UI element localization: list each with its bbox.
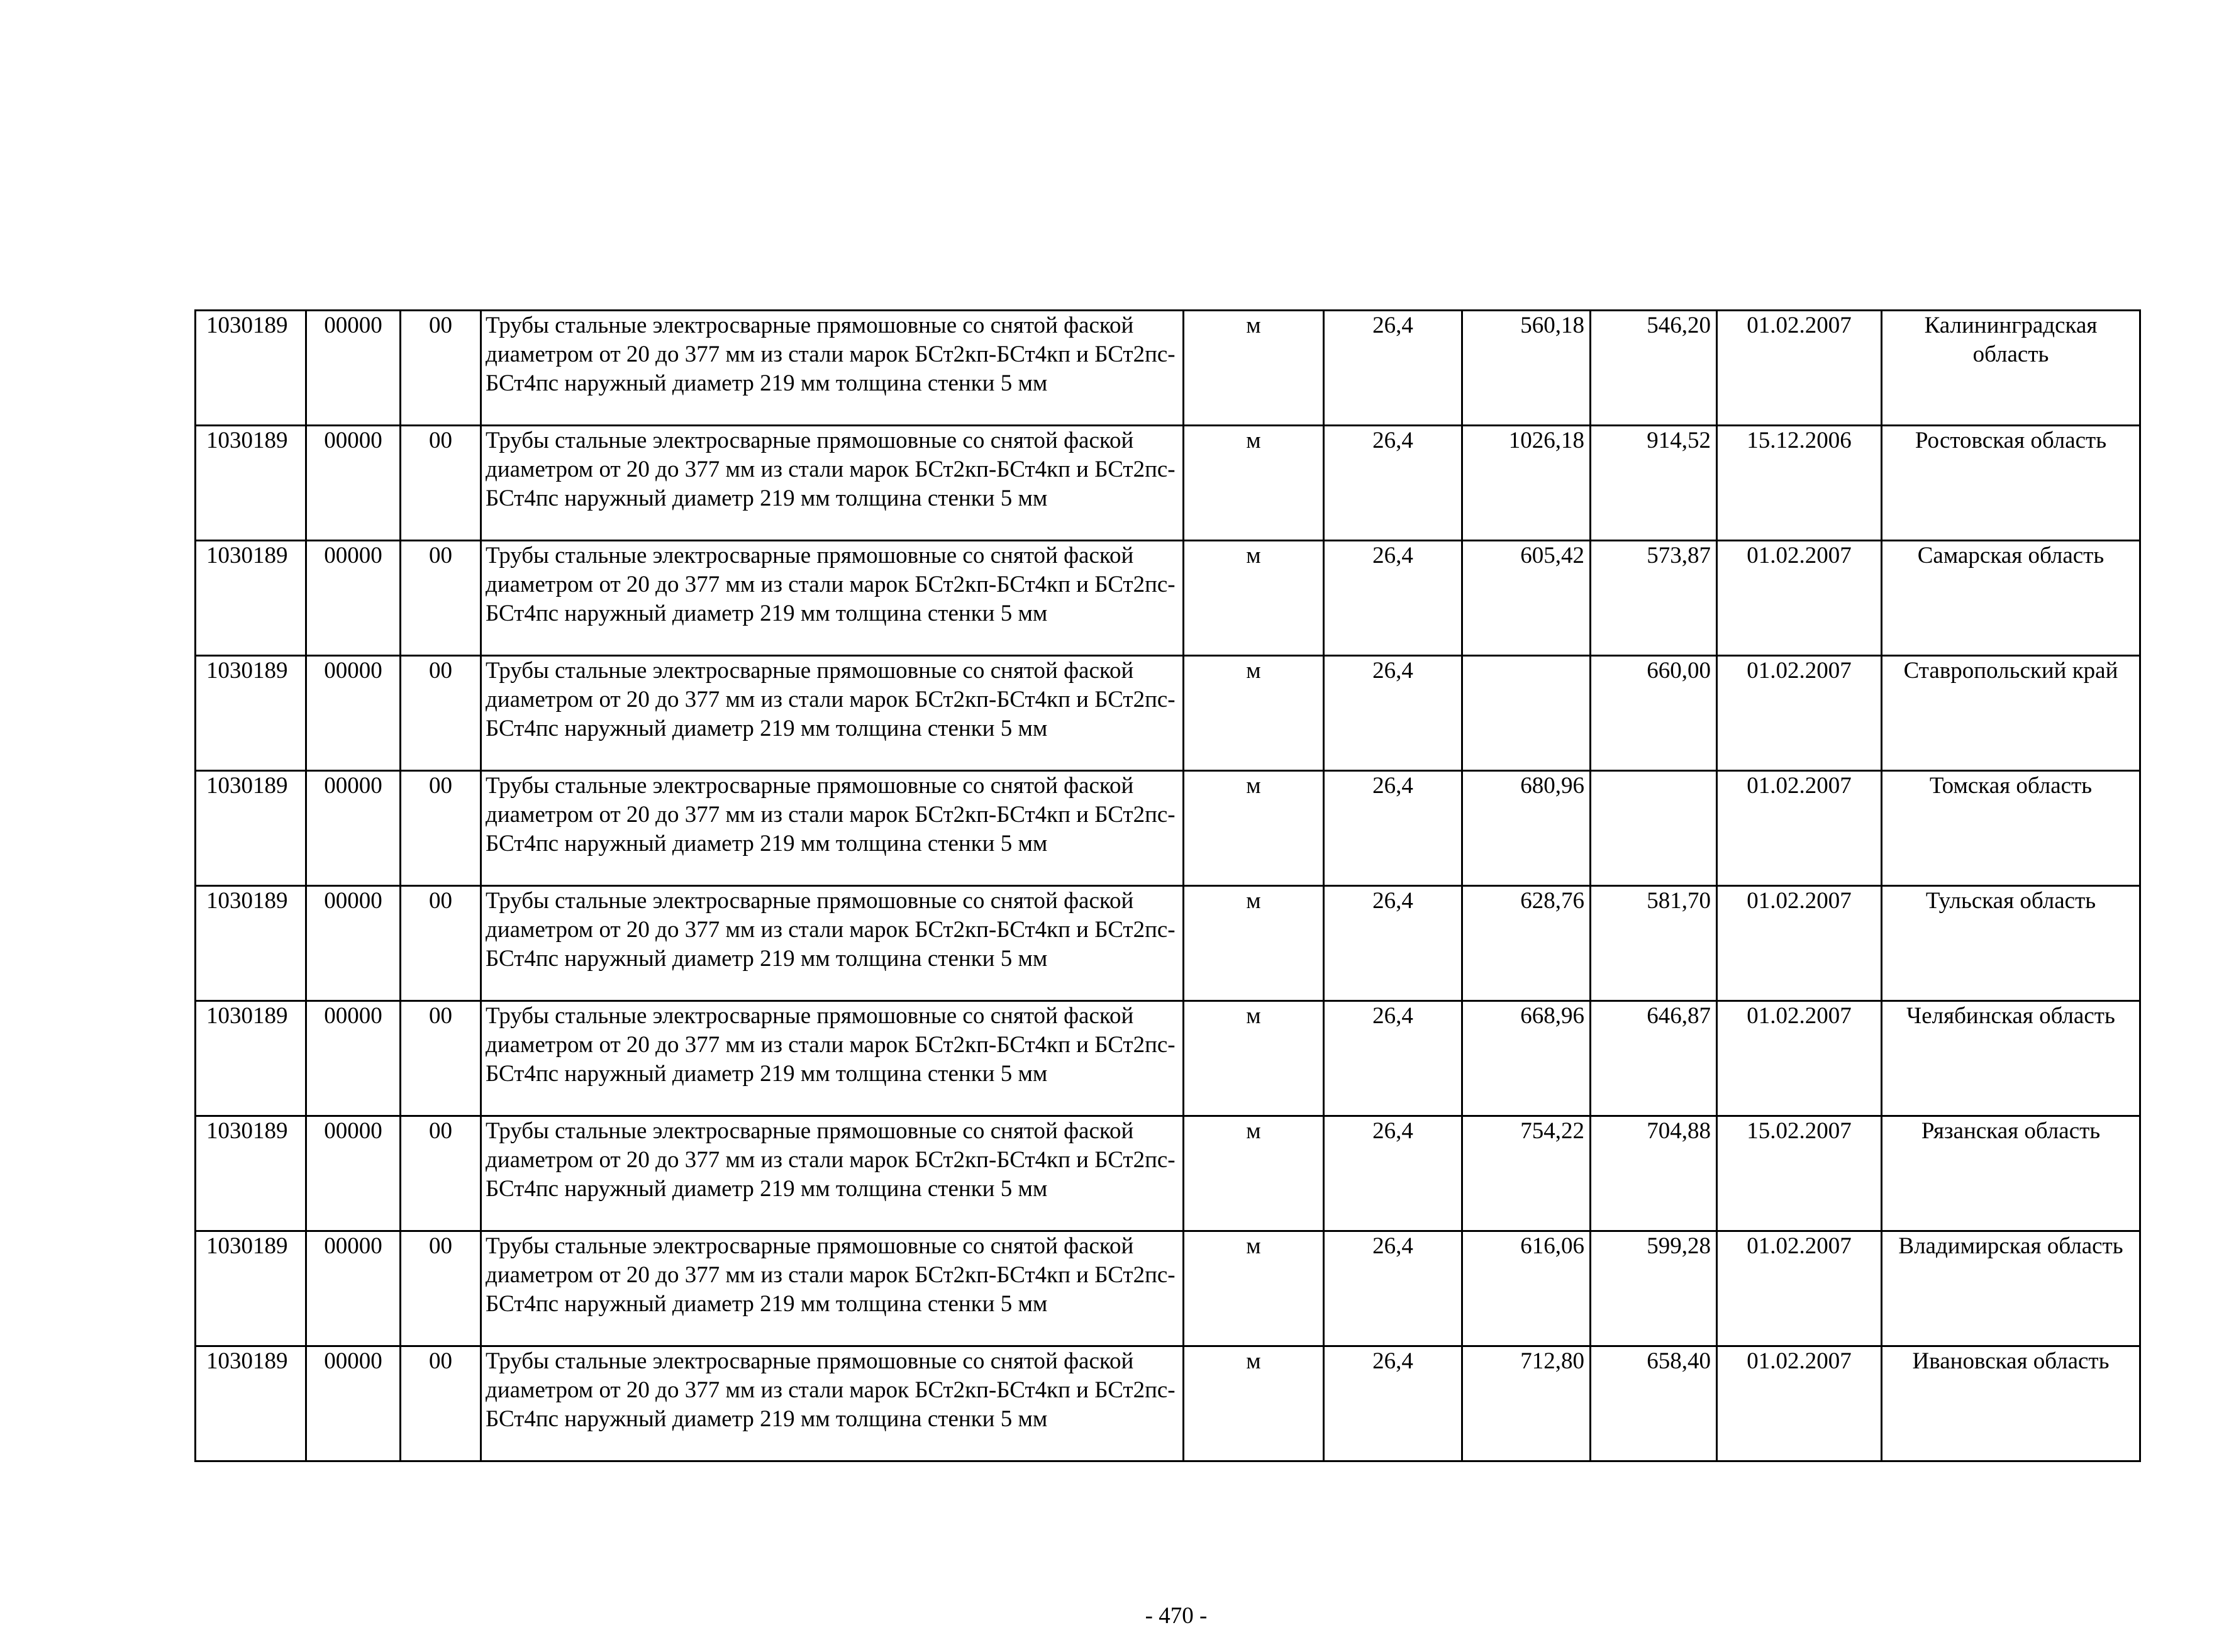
- price-cell-text: 1026,18: [1508, 428, 1584, 453]
- price-alt-cell: [1591, 426, 1717, 541]
- item-code-cell-text: 1030189: [206, 313, 288, 338]
- date-cell: [1717, 1116, 1882, 1231]
- unit-cell-text: м: [1246, 658, 1261, 684]
- region-cell: [1882, 1346, 2140, 1461]
- unit-cell-text: м: [1246, 1348, 1261, 1374]
- price-cell: [1462, 886, 1591, 1001]
- price-cell: [1462, 541, 1591, 656]
- region-cell-text: Калининградская область: [1924, 313, 2098, 367]
- unit-cell: [1184, 1001, 1324, 1116]
- region-cell-text: Самарская область: [1917, 543, 2104, 568]
- unit-cell-text: м: [1246, 773, 1261, 799]
- sub-code2-cell: [401, 541, 481, 656]
- coefficient-cell-text: 26,4: [1372, 428, 1413, 453]
- price-cell-text: 628,76: [1520, 888, 1584, 914]
- coefficient-cell-text: 26,4: [1372, 888, 1413, 914]
- table-row: [196, 426, 2140, 541]
- price-alt-cell-text: 658,40: [1647, 1348, 1711, 1374]
- region-cell: [1882, 886, 2140, 1001]
- sub-code-cell-text: 00000: [324, 1118, 382, 1144]
- item-code-cell-text: 1030189: [206, 658, 288, 684]
- sub-code-cell-text: 00000: [324, 428, 382, 453]
- date-cell-text: 15.02.2007: [1747, 1118, 1852, 1144]
- coefficient-cell-text: 26,4: [1372, 1003, 1413, 1029]
- table-row: [196, 1001, 2140, 1116]
- unit-cell-text: м: [1246, 888, 1261, 914]
- unit-cell: [1184, 311, 1324, 426]
- item-code-cell-text: 1030189: [206, 773, 288, 799]
- coefficient-cell: [1324, 541, 1462, 656]
- sub-code2-cell-text: 00: [429, 658, 452, 684]
- description-cell: [481, 541, 1184, 656]
- date-cell-text: 01.02.2007: [1747, 888, 1852, 914]
- item-code-cell-text: 1030189: [206, 888, 288, 914]
- region-cell-text: Ставропольский край: [1903, 658, 2118, 684]
- sub-code-cell: [306, 426, 401, 541]
- coefficient-cell-text: 26,4: [1372, 1233, 1413, 1259]
- description-cell-text: Трубы стальные электросварные прямошовные со снятой фаской диаметром от 20 до 377 мм из стали марок БСт2кп-БСт4кп и БСт2пс-БСт4пс наружный диаметр 219 мм толщина стенки 5 мм: [486, 888, 1176, 972]
- price-alt-cell: [1591, 886, 1717, 1001]
- description-cell-text: Трубы стальные электросварные прямошовные со снятой фаской диаметром от 20 до 377 мм из стали марок БСт2кп-БСт4кп и БСт2пс-БСт4пс наружный диаметр 219 мм толщина стенки 5 мм: [486, 658, 1176, 741]
- description-cell-text: Трубы стальные электросварные прямошовные со снятой фаской диаметром от 20 до 377 мм из стали марок БСт2кп-БСт4кп и БСт2пс-БСт4пс наружный диаметр 219 мм толщина стенки 5 мм: [486, 313, 1176, 396]
- sub-code2-cell-text: 00: [429, 1003, 452, 1029]
- price-alt-cell: [1591, 1231, 1717, 1346]
- sub-code2-cell-text: 00: [429, 543, 452, 568]
- sub-code-cell: [306, 771, 401, 886]
- table-row: [196, 1346, 2140, 1461]
- item-code-cell: [196, 541, 306, 656]
- sub-code2-cell: [401, 426, 481, 541]
- coefficient-cell-text: 26,4: [1372, 658, 1413, 684]
- item-code-cell: [196, 656, 306, 771]
- coefficient-cell: [1324, 426, 1462, 541]
- table-row: [196, 656, 2140, 771]
- table-row: [196, 886, 2140, 1001]
- price-cell: [1462, 1346, 1591, 1461]
- date-cell: [1717, 541, 1882, 656]
- price-cell: [1462, 426, 1591, 541]
- price-alt-cell: [1591, 1346, 1717, 1461]
- coefficient-cell-text: 26,4: [1372, 1348, 1413, 1374]
- unit-cell: [1184, 656, 1324, 771]
- date-cell-text: 01.02.2007: [1747, 313, 1852, 338]
- price-alt-cell-text: 646,87: [1647, 1003, 1711, 1029]
- price-alt-cell-text: 704,88: [1647, 1118, 1711, 1144]
- table-row: [196, 1116, 2140, 1231]
- price-alt-cell-text: 546,20: [1647, 313, 1711, 338]
- price-cell: [1462, 1001, 1591, 1116]
- price-alt-cell: [1591, 1001, 1717, 1116]
- region-cell-text: Ростовская область: [1915, 428, 2107, 453]
- item-code-cell: [196, 886, 306, 1001]
- item-code-cell: [196, 426, 306, 541]
- description-cell: [481, 426, 1184, 541]
- description-cell: [481, 886, 1184, 1001]
- price-cell-text: 754,22: [1520, 1118, 1584, 1144]
- table-row: [196, 541, 2140, 656]
- sub-code2-cell: [401, 771, 481, 886]
- sub-code-cell-text: 00000: [324, 888, 382, 914]
- region-cell-text: Ивановская область: [1912, 1348, 2110, 1374]
- region-cell-text: Владимирская область: [1898, 1233, 2123, 1259]
- item-code-cell: [196, 1001, 306, 1116]
- description-cell-text: Трубы стальные электросварные прямошовные со снятой фаской диаметром от 20 до 377 мм из стали марок БСт2кп-БСт4кп и БСт2пс-БСт4пс наружный диаметр 219 мм толщина стенки 5 мм: [486, 1233, 1176, 1317]
- item-code-cell: [196, 311, 306, 426]
- sub-code2-cell-text: 00: [429, 1348, 452, 1374]
- item-code-cell-text: 1030189: [206, 1348, 288, 1374]
- table-row: [196, 1231, 2140, 1346]
- sub-code-cell: [306, 886, 401, 1001]
- region-cell-text: Рязанская область: [1921, 1118, 2101, 1144]
- sub-code-cell: [306, 1116, 401, 1231]
- unit-cell-text: м: [1246, 313, 1261, 338]
- table-row: [196, 311, 2140, 426]
- sub-code-cell-text: 00000: [324, 658, 382, 684]
- sub-code-cell: [306, 541, 401, 656]
- sub-code2-cell: [401, 656, 481, 771]
- unit-cell: [1184, 426, 1324, 541]
- sub-code2-cell-text: 00: [429, 888, 452, 914]
- price-cell-text: 712,80: [1520, 1348, 1584, 1374]
- price-alt-cell-text: 914,52: [1647, 428, 1711, 453]
- price-cell-text: 616,06: [1520, 1233, 1584, 1259]
- description-cell: [481, 1346, 1184, 1461]
- item-code-cell-text: 1030189: [206, 1003, 288, 1029]
- sub-code-cell: [306, 311, 401, 426]
- price-alt-cell-text: 660,00: [1647, 658, 1711, 684]
- date-cell-text: 01.02.2007: [1747, 773, 1852, 799]
- price-cell-text: 560,18: [1520, 313, 1584, 338]
- unit-cell: [1184, 1346, 1324, 1461]
- coefficient-cell: [1324, 311, 1462, 426]
- region-cell-text: Тульская область: [1925, 888, 2096, 914]
- price-alt-cell: [1591, 771, 1717, 886]
- region-cell-text: Челябинская область: [1906, 1003, 2115, 1029]
- date-cell: [1717, 771, 1882, 886]
- unit-cell: [1184, 771, 1324, 886]
- sub-code2-cell: [401, 311, 481, 426]
- coefficient-cell: [1324, 886, 1462, 1001]
- description-cell-text: Трубы стальные электросварные прямошовные со снятой фаской диаметром от 20 до 377 мм из стали марок БСт2кп-БСт4кп и БСт2пс-БСт4пс наружный диаметр 219 мм толщина стенки 5 мм: [486, 1003, 1176, 1087]
- sub-code2-cell-text: 00: [429, 773, 452, 799]
- unit-cell-text: м: [1246, 1118, 1261, 1144]
- price-alt-cell: [1591, 311, 1717, 426]
- region-cell: [1882, 1116, 2140, 1231]
- item-code-cell-text: 1030189: [206, 1233, 288, 1259]
- region-cell: [1882, 656, 2140, 771]
- coefficient-cell-text: 26,4: [1372, 773, 1413, 799]
- sub-code-cell-text: 00000: [324, 1348, 382, 1374]
- price-cell-text: 680,96: [1520, 773, 1584, 799]
- table-row: [196, 771, 2140, 886]
- price-cell: [1462, 311, 1591, 426]
- unit-cell-text: м: [1246, 1233, 1261, 1259]
- sub-code2-cell-text: 00: [429, 313, 452, 338]
- date-cell-text: 01.02.2007: [1747, 543, 1852, 568]
- sub-code-cell: [306, 1231, 401, 1346]
- date-cell: [1717, 426, 1882, 541]
- coefficient-cell: [1324, 1116, 1462, 1231]
- item-code-cell: [196, 1231, 306, 1346]
- description-cell-text: Трубы стальные электросварные прямошовные со снятой фаской диаметром от 20 до 377 мм из стали марок БСт2кп-БСт4кп и БСт2пс-БСт4пс наружный диаметр 219 мм толщина стенки 5 мм: [486, 1348, 1176, 1432]
- description-cell-text: Трубы стальные электросварные прямошовные со снятой фаской диаметром от 20 до 377 мм из стали марок БСт2кп-БСт4кп и БСт2пс-БСт4пс наружный диаметр 219 мм толщина стенки 5 мм: [486, 428, 1176, 511]
- description-cell-text: Трубы стальные электросварные прямошовные со снятой фаской диаметром от 20 до 377 мм из стали марок БСт2кп-БСт4кп и БСт2пс-БСт4пс наружный диаметр 219 мм толщина стенки 5 мм: [486, 1118, 1176, 1202]
- unit-cell: [1184, 886, 1324, 1001]
- unit-cell-text: м: [1246, 428, 1261, 453]
- price-alt-cell-text: 573,87: [1647, 543, 1711, 568]
- price-alt-cell: [1591, 541, 1717, 656]
- date-cell-text: 01.02.2007: [1747, 658, 1852, 684]
- unit-cell: [1184, 1231, 1324, 1346]
- sub-code-cell-text: 00000: [324, 1003, 382, 1029]
- region-cell: [1882, 541, 2140, 656]
- unit-cell-text: м: [1246, 1003, 1261, 1029]
- price-cell-text: 605,42: [1520, 543, 1584, 568]
- date-cell: [1717, 1346, 1882, 1461]
- description-cell: [481, 1001, 1184, 1116]
- description-cell-text: Трубы стальные электросварные прямошовные со снятой фаской диаметром от 20 до 377 мм из стали марок БСт2кп-БСт4кп и БСт2пс-БСт4пс наружный диаметр 219 мм толщина стенки 5 мм: [486, 773, 1176, 856]
- description-cell: [481, 771, 1184, 886]
- coefficient-cell-text: 26,4: [1372, 313, 1413, 338]
- price-cell: [1462, 1116, 1591, 1231]
- date-cell: [1717, 1001, 1882, 1116]
- date-cell: [1717, 656, 1882, 771]
- region-cell: [1882, 1001, 2140, 1116]
- sub-code2-cell: [401, 1001, 481, 1116]
- sub-code2-cell-text: 00: [429, 1233, 452, 1259]
- date-cell-text: 01.02.2007: [1747, 1003, 1852, 1029]
- sub-code2-cell: [401, 1116, 481, 1231]
- item-code-cell: [196, 1116, 306, 1231]
- region-cell-text: Томская область: [1929, 773, 2093, 799]
- sub-code-cell-text: 00000: [324, 543, 382, 568]
- coefficient-cell: [1324, 1231, 1462, 1346]
- price-alt-cell: [1591, 1116, 1717, 1231]
- date-cell-text: 15.12.2006: [1747, 428, 1852, 453]
- item-code-cell: [196, 1346, 306, 1461]
- unit-cell: [1184, 541, 1324, 656]
- sub-code-cell: [306, 1346, 401, 1461]
- coefficient-cell: [1324, 1346, 1462, 1461]
- sub-code-cell-text: 00000: [324, 1233, 382, 1259]
- price-alt-cell-text: 599,28: [1647, 1233, 1711, 1259]
- price-cell-text: 668,96: [1520, 1003, 1584, 1029]
- region-cell: [1882, 426, 2140, 541]
- date-cell-text: 01.02.2007: [1747, 1233, 1852, 1259]
- region-cell: [1882, 311, 2140, 426]
- coefficient-cell: [1324, 1001, 1462, 1116]
- unit-cell-text: м: [1246, 543, 1261, 568]
- price-cell: [1462, 771, 1591, 886]
- price-alt-cell: [1591, 656, 1717, 771]
- coefficient-cell-text: 26,4: [1372, 1118, 1413, 1144]
- description-cell: [481, 1116, 1184, 1231]
- unit-cell: [1184, 1116, 1324, 1231]
- coefficient-cell: [1324, 656, 1462, 771]
- date-cell-text: 01.02.2007: [1747, 1348, 1852, 1374]
- description-cell: [481, 656, 1184, 771]
- sub-code-cell-text: 00000: [324, 773, 382, 799]
- region-cell: [1882, 1231, 2140, 1346]
- description-cell: [481, 1231, 1184, 1346]
- page-number: - 470 -: [1145, 1603, 1208, 1629]
- price-cell: [1462, 1231, 1591, 1346]
- item-code-cell-text: 1030189: [206, 543, 288, 568]
- coefficient-cell: [1324, 771, 1462, 886]
- region-cell: [1882, 771, 2140, 886]
- sub-code2-cell: [401, 886, 481, 1001]
- sub-code2-cell-text: 00: [429, 1118, 452, 1144]
- sub-code-cell: [306, 1001, 401, 1116]
- sub-code2-cell: [401, 1231, 481, 1346]
- sub-code-cell-text: 00000: [324, 313, 382, 338]
- price-cell: [1462, 656, 1591, 771]
- item-code-cell-text: 1030189: [206, 428, 288, 453]
- description-cell-text: Трубы стальные электросварные прямошовные со снятой фаской диаметром от 20 до 377 мм из стали марок БСт2кп-БСт4кп и БСт2пс-БСт4пс наружный диаметр 219 мм толщина стенки 5 мм: [486, 543, 1176, 626]
- table-body: [196, 311, 2140, 1461]
- item-code-cell-text: 1030189: [206, 1118, 288, 1144]
- coefficient-cell-text: 26,4: [1372, 543, 1413, 568]
- date-cell: [1717, 886, 1882, 1001]
- item-code-cell: [196, 771, 306, 886]
- price-alt-cell-text: 581,70: [1647, 888, 1711, 914]
- description-cell: [481, 311, 1184, 426]
- date-cell: [1717, 311, 1882, 426]
- sub-code-cell: [306, 656, 401, 771]
- sub-code2-cell-text: 00: [429, 428, 452, 453]
- price-table: [194, 309, 2141, 1462]
- date-cell: [1717, 1231, 1882, 1346]
- sub-code2-cell: [401, 1346, 481, 1461]
